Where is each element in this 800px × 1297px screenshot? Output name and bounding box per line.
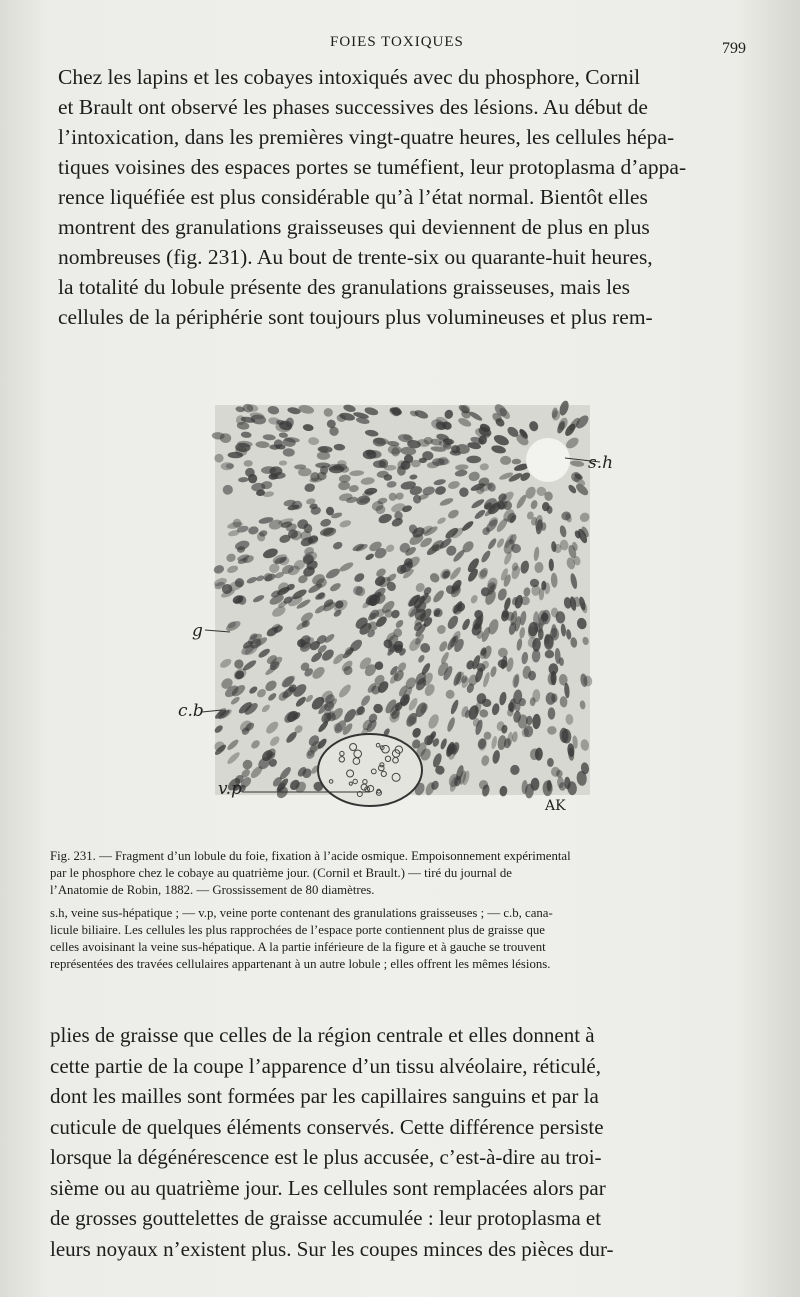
- page-number: 799: [722, 40, 746, 57]
- tissue-cell: [545, 650, 554, 658]
- paragraph-1-line: cellules de la périphérie sont toujours plus volumineuses et plus rem-: [58, 305, 653, 329]
- paragraph-2-line: sième ou au quatrième jour. Les cellules sont remplacées alors par: [50, 1175, 606, 1200]
- figure-legend: [50, 905, 750, 973]
- paragraph-1-line: nombreuses (fig. 231). Au bout de trente-six ou quarante-huit heures,: [58, 245, 653, 269]
- paragraph-1-line: et Brault ont observé les phases successives des lésions. Au début de: [58, 95, 648, 119]
- running-head: [0, 34, 800, 58]
- paragraph-1-line: Chez les lapins et les cobayes intoxiqués avec du phosphore, Cornil: [58, 65, 641, 89]
- paragraph-2: [50, 1020, 750, 1264]
- tissue-cell: [547, 758, 554, 767]
- paragraph-2-line: dont les mailles sont formées par les capillaires sanguins et par la: [50, 1084, 599, 1108]
- paragraph-2-line: cette partie de la coupe l’apparence d’un tissu alvéolaire, réticulé,: [50, 1053, 601, 1078]
- figure-caption: [50, 848, 750, 973]
- paragraph-1: [58, 62, 750, 332]
- label-sh: s.h: [588, 453, 614, 473]
- label-cb: c.b: [178, 701, 204, 721]
- caption-line: par le phosphore chez le cobaye au quatrième jour. (Cornil et Brault.) — tiré du journal de: [50, 866, 512, 880]
- tissue-cell: [214, 454, 223, 463]
- paragraph-1-line: tiques voisines des espaces portes se tuméfient, leur protoplasma d’appa-: [58, 155, 687, 179]
- label-g: g: [192, 621, 203, 641]
- paragraph-1-line: montrent des granulations graisseuses qui deviennent de plus en plus: [58, 215, 650, 239]
- liver-lobule-illustration: [170, 400, 620, 820]
- label-vp: v.p: [218, 779, 242, 799]
- legend-line: licule biliaire. Les cellules les plus rapprochées de l’espace porte contiennent plus de graisse que: [50, 923, 545, 937]
- paragraph-1-line: rence liquéfiée est plus considérable qu’à l’état normal. Bientôt elles: [58, 185, 648, 209]
- running-title: FOIES TOXIQUES: [330, 34, 464, 50]
- tissue-cell: [544, 634, 553, 649]
- portal-vein: [318, 734, 422, 806]
- tissue-cell: [544, 582, 550, 594]
- illustrator-signature: AK: [545, 798, 566, 814]
- tissue-cell: [466, 456, 481, 464]
- paragraph-2-line: cuticule de quelques éléments conservés. Cette différence persiste: [50, 1114, 604, 1139]
- tissue-cell: [500, 456, 511, 465]
- caption-line: Fig. 231. — Fragment d’un lobule du foie, fixation à l’acide osmique. Empoisonnement expérimental: [50, 849, 571, 863]
- paragraph-2-line: de grosses gouttelettes de graisse accumulée : leur protoplasma et: [50, 1206, 602, 1230]
- legend-line: représentées des travées cellulaires appartenant à un autre lobule ; elles offrent les mêmes lésions.: [50, 957, 551, 971]
- tissue-cell: [543, 781, 553, 797]
- hepatic-vein-lumen: [526, 438, 570, 482]
- histology-figure: [170, 400, 620, 820]
- paragraph-1-line: la totalité du lobule présente des granulations graisseuses, mais les: [58, 275, 630, 299]
- paragraph-2-line: lorsque la dégénérescence est le plus accusée, c’est-à-dire au troi-: [50, 1145, 602, 1169]
- paragraph-1-line: l’intoxication, dans les premières vingt-quatre heures, les cellules hépa-: [58, 125, 675, 149]
- legend-line: celles avoisinant la veine sus-hépatique. A la partie inférieure de la figure et à gauche se trouvent: [50, 940, 546, 954]
- tissue-cell: [419, 458, 427, 463]
- paragraph-2-line: leurs noyaux n’existent plus. Sur les coupes minces des pièces dur-: [50, 1236, 614, 1261]
- paragraph-2-line: plies de graisse que celles de la région centrale et elles donnent à: [50, 1023, 595, 1047]
- legend-line: s.h, veine sus-hépatique ; — v.p, veine porte contenant des granulations graisseuses ; — c.b, cana-: [50, 906, 553, 920]
- caption-line: l’Anatomie de Robin, 1882. — Grossissement de 80 diamètres.: [50, 883, 375, 897]
